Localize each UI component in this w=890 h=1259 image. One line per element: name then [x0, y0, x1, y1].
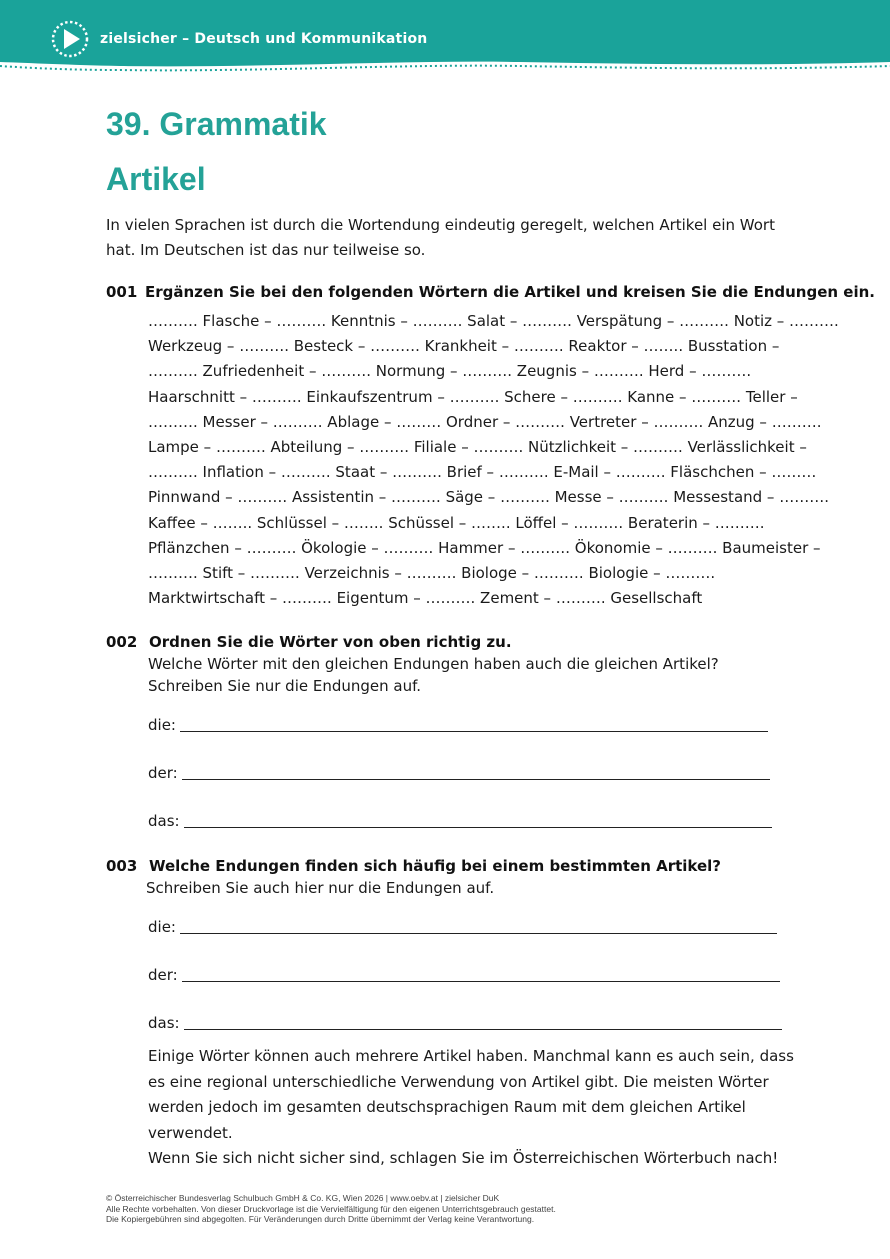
- answer-row-die: [148, 711, 768, 735]
- word-line: ………. Messer – ………. Ablage – ……… Ordner – ………. Vertreter – ………. Anzug – ……….: [148, 412, 822, 431]
- page-subtitle: Artikel: [106, 161, 206, 197]
- answer-line-die[interactable]: [180, 731, 768, 732]
- closing-text-1: Einige Wörter können auch mehrere Artikel haben. Manchmal kann es auch sein, dass es eine regional unterschiedliche Verwendung von Artikel gibt. Die meisten Wörter werden jedoch im gesamten deutschsprachigen Raum mit dem gleichen Artikel verwendet.: [148, 1047, 794, 1142]
- answer-label: der:: [148, 764, 178, 782]
- answer-row-das: [148, 807, 772, 831]
- word-line: ………. Stift – ………. Verzeichnis – ………. Biologe – ………. Biologie – ……….: [148, 564, 716, 583]
- task-002-instruction: Welche Wörter mit den gleichen Endungen haben auch die gleichen Artikel? Schreiben Sie nur die Endungen auf.: [148, 655, 719, 695]
- word-line: Haarschnitt – ………. Einkaufszentrum – ………. Schere – ………. Kanne – ………. Teller –: [148, 387, 798, 406]
- footer: [106, 1193, 556, 1225]
- answer-label: der:: [148, 966, 178, 984]
- word-list: [148, 309, 839, 611]
- task-number: 001: [106, 283, 138, 301]
- word-line: Marktwirtschaft – ………. Eigentum – ………. Zement – ………. Gesellschaft: [148, 589, 703, 608]
- word-line: Pflänzchen – ………. Ökologie – ………. Hammer – ………. Ökonomie – ………. Baumeister –: [148, 538, 821, 557]
- word-line: Pinnwand – ………. Assistentin – ………. Säge – ………. Messe – ………. Messestand – ……….: [148, 488, 829, 507]
- task-001-heading: [106, 283, 875, 301]
- word-line: ………. Zufriedenheit – ………. Normung – ………. Zeugnis – ………. Herd – ……….: [148, 362, 752, 381]
- header-band: [0, 0, 890, 76]
- task-title: Ergänzen Sie bei den folgenden Wörtern die Artikel und kreisen Sie die Endungen ein.: [145, 283, 875, 301]
- task-003-heading: [106, 857, 721, 875]
- word-line: ………. Inflation – ………. Staat – ………. Brief – ………. E-Mail – ………. Fläschchen – ………: [148, 463, 817, 482]
- answer-label: das:: [148, 812, 180, 830]
- task-number: 002: [106, 633, 138, 651]
- answer-line-der[interactable]: [182, 981, 780, 982]
- closing-paragraph: [148, 1044, 798, 1172]
- intro-paragraph: In vielen Sprachen ist durch die Wortendung eindeutig geregelt, welchen Artikel ein Wort hat. Im Deutschen ist das nur teilweise so.: [106, 216, 775, 259]
- play-circle-icon: [50, 19, 90, 59]
- footer-copyright: © Österreichischer Bundesverlag Schulbuch GmbH & Co. KG, Wien 2026 | www.oebv.at | zielsicher DuK: [106, 1193, 500, 1203]
- answer-line-das[interactable]: [184, 1029, 782, 1030]
- footer-rights: Alle Rechte vorbehalten. Von dieser Druckvorlage ist die Vervielfältigung für den eigenen Unterrichtsgebrauch gestattet.: [106, 1203, 556, 1214]
- word-line: Lampe – ………. Abteilung – ………. Filiale – ………. Nützlichkeit – ………. Verlässlichkeit –: [148, 438, 807, 457]
- brand-title: zielsicher – Deutsch und Kommunikation: [100, 31, 428, 47]
- answer-label: das:: [148, 1014, 180, 1032]
- task-title: Ordnen Sie die Wörter von oben richtig zu.: [149, 633, 512, 651]
- task-title: Welche Endungen finden sich häufig bei einem bestimmten Artikel?: [149, 857, 722, 875]
- task-002-heading: [106, 633, 512, 651]
- task-number: 003: [106, 857, 138, 875]
- answer-row-der: [148, 759, 770, 783]
- answer-row-der: [148, 961, 780, 985]
- answer-label: die:: [148, 716, 176, 734]
- answer-line-die[interactable]: [180, 933, 777, 934]
- page-title: 39. Grammatik: [106, 106, 327, 142]
- answer-line-das[interactable]: [184, 827, 772, 828]
- footer-disclaimer: Die Kopiergebühren sind abgegolten. Für Veränderungen durch Dritte übernimmt der Verlag keine Verantwortung.: [106, 1214, 535, 1224]
- task-003-instruction: Schreiben Sie auch hier nur die Endungen auf.: [146, 879, 495, 897]
- word-line: Kaffee – …….. Schlüssel – …….. Schüssel – …….. Löffel – ………. Beraterin – ……….: [148, 513, 765, 532]
- closing-text-2: Wenn Sie sich nicht sicher sind, schlagen Sie im Österreichischen Wörterbuch nach!: [148, 1149, 779, 1167]
- answer-label: die:: [148, 918, 176, 936]
- answer-row-die: [148, 913, 777, 937]
- word-line: ………. Flasche – ………. Kenntnis – ………. Salat – ………. Verspätung – ………. Notiz – ……….: [148, 312, 839, 330]
- answer-row-das: [148, 1009, 782, 1033]
- answer-line-der[interactable]: [182, 779, 770, 780]
- word-line: Werkzeug – ………. Besteck – ………. Krankheit – ………. Reaktor – …….. Busstation –: [148, 337, 780, 356]
